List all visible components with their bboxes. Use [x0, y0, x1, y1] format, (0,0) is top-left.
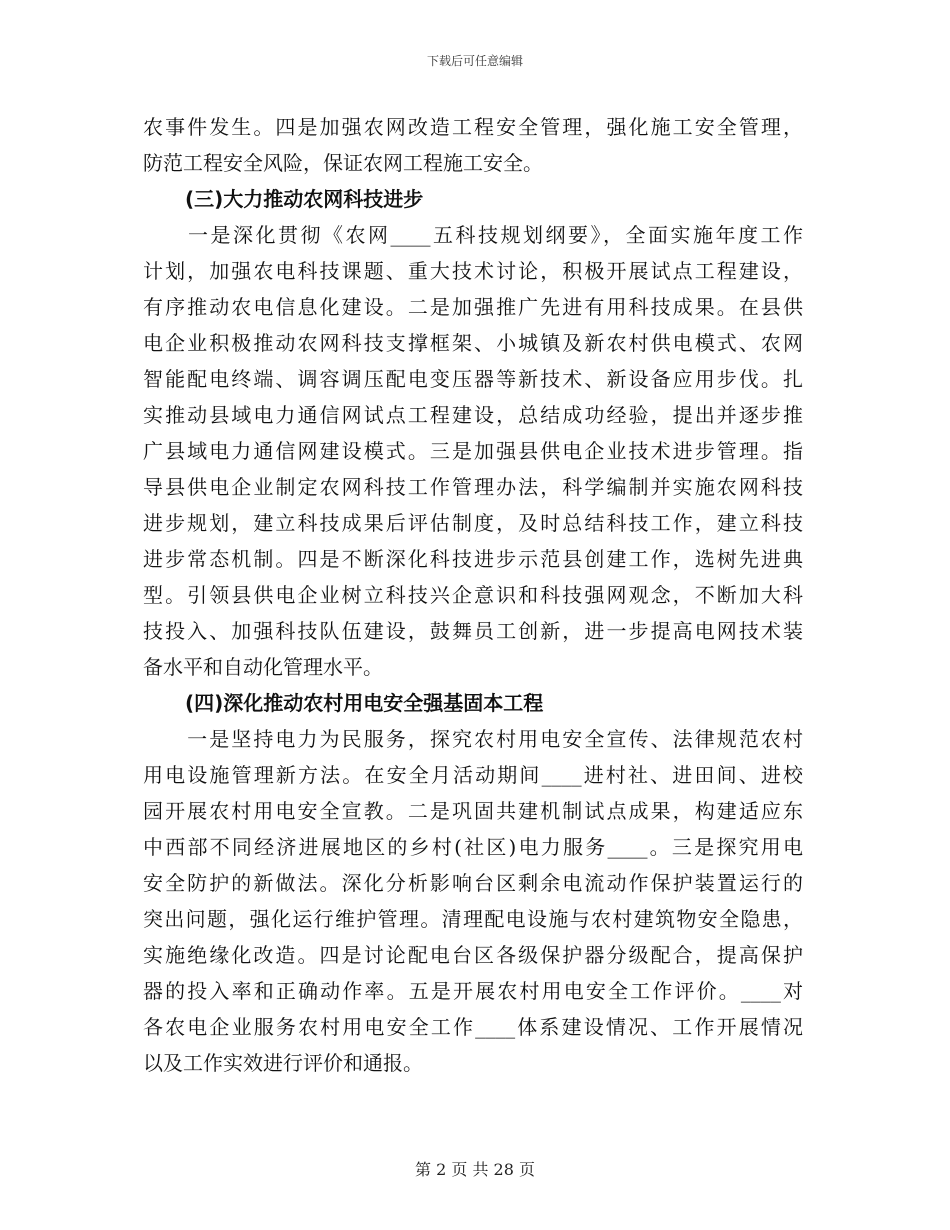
document-body	[143, 109, 803, 1081]
body-line: 实施绝缘化改造。四是讨论配电台区各级保护器分级配合，提高保护	[143, 943, 803, 967]
body-line: 实推动县域电力通信网试点工程建设，总结成功经验，提出并逐步推	[143, 403, 803, 427]
page-header: 下载后可任意编辑	[426, 54, 523, 68]
body-line: 一是深化贯彻《农网____五科技规划纲要》，全面实施年度工作	[143, 223, 803, 247]
body-line: 型。引领县供电企业树立科技兴企意识和科技强网观念，不断加大科	[143, 583, 803, 607]
body-line: 一是坚持电力为民服务，探究农村用电安全宣传、法律规范农村	[143, 727, 803, 751]
page-number: 第 2 页 共 28 页	[415, 1160, 535, 1179]
body-line: 安全防护的新做法。深化分析影响台区剩余电流动作保护装置运行的	[143, 871, 803, 895]
body-line: 中西部不同经济进展地区的乡村(社区)电力服务____。三是探究用电	[143, 835, 803, 859]
body-line: 智能配电终端、调容调压配电变压器等新技术、新设备应用步伐。扎	[143, 367, 803, 391]
body-line: 各农电企业服务农村用电安全工作____体系建设情况、工作开展情况	[143, 1015, 803, 1039]
body-line: 计划，加强农电科技课题、重大技术讨论，积极开展试点工程建设，	[143, 259, 803, 283]
body-line: 器的投入率和正确动作率。五是开展农村用电安全工作评价。____对	[143, 979, 803, 1003]
body-line: 农事件发生。四是加强农网改造工程安全管理，强化施工安全管理，	[143, 115, 803, 139]
section-heading: (四)深化推动农村用电安全强基固本工程	[185, 691, 544, 715]
section-heading: (三)大力推动农网科技进步	[185, 187, 424, 211]
body-line: 有序推动农电信息化建设。二是加强推广先进有用科技成果。在县供	[143, 295, 803, 319]
body-line: 技投入、加强科技队伍建设，鼓舞员工创新，进一步提高电网技术装	[143, 619, 803, 643]
body-line: 备水平和自动化管理水平。	[143, 655, 383, 679]
body-line: 园开展农村用电安全宣教。二是巩固共建机制试点成果，构建适应东	[143, 799, 803, 823]
body-line: 以及工作实效进行评价和通报。	[143, 1051, 423, 1075]
body-line: 电企业积极推动农网科技支撑框架、小城镇及新农村供电模式、农网	[143, 331, 803, 355]
body-line: 进步常态机制。四是不断深化科技进步示范县创建工作，选树先进典	[143, 547, 803, 571]
body-line: 进步规划，建立科技成果后评估制度，及时总结科技工作，建立科技	[143, 511, 803, 535]
body-line: 广县域电力通信网建设模式。三是加强县供电企业技术进步管理。指	[143, 439, 803, 463]
body-line: 突出问题，强化运行维护管理。清理配电设施与农村建筑物安全隐患，	[143, 907, 803, 931]
body-line: 导县供电企业制定农网科技工作管理办法，科学编制并实施农网科技	[143, 475, 803, 499]
body-line: 用电设施管理新方法。在安全月活动期间____进村社、进田间、进校	[143, 763, 803, 787]
body-line: 防范工程安全风险，保证农网工程施工安全。	[143, 151, 543, 175]
